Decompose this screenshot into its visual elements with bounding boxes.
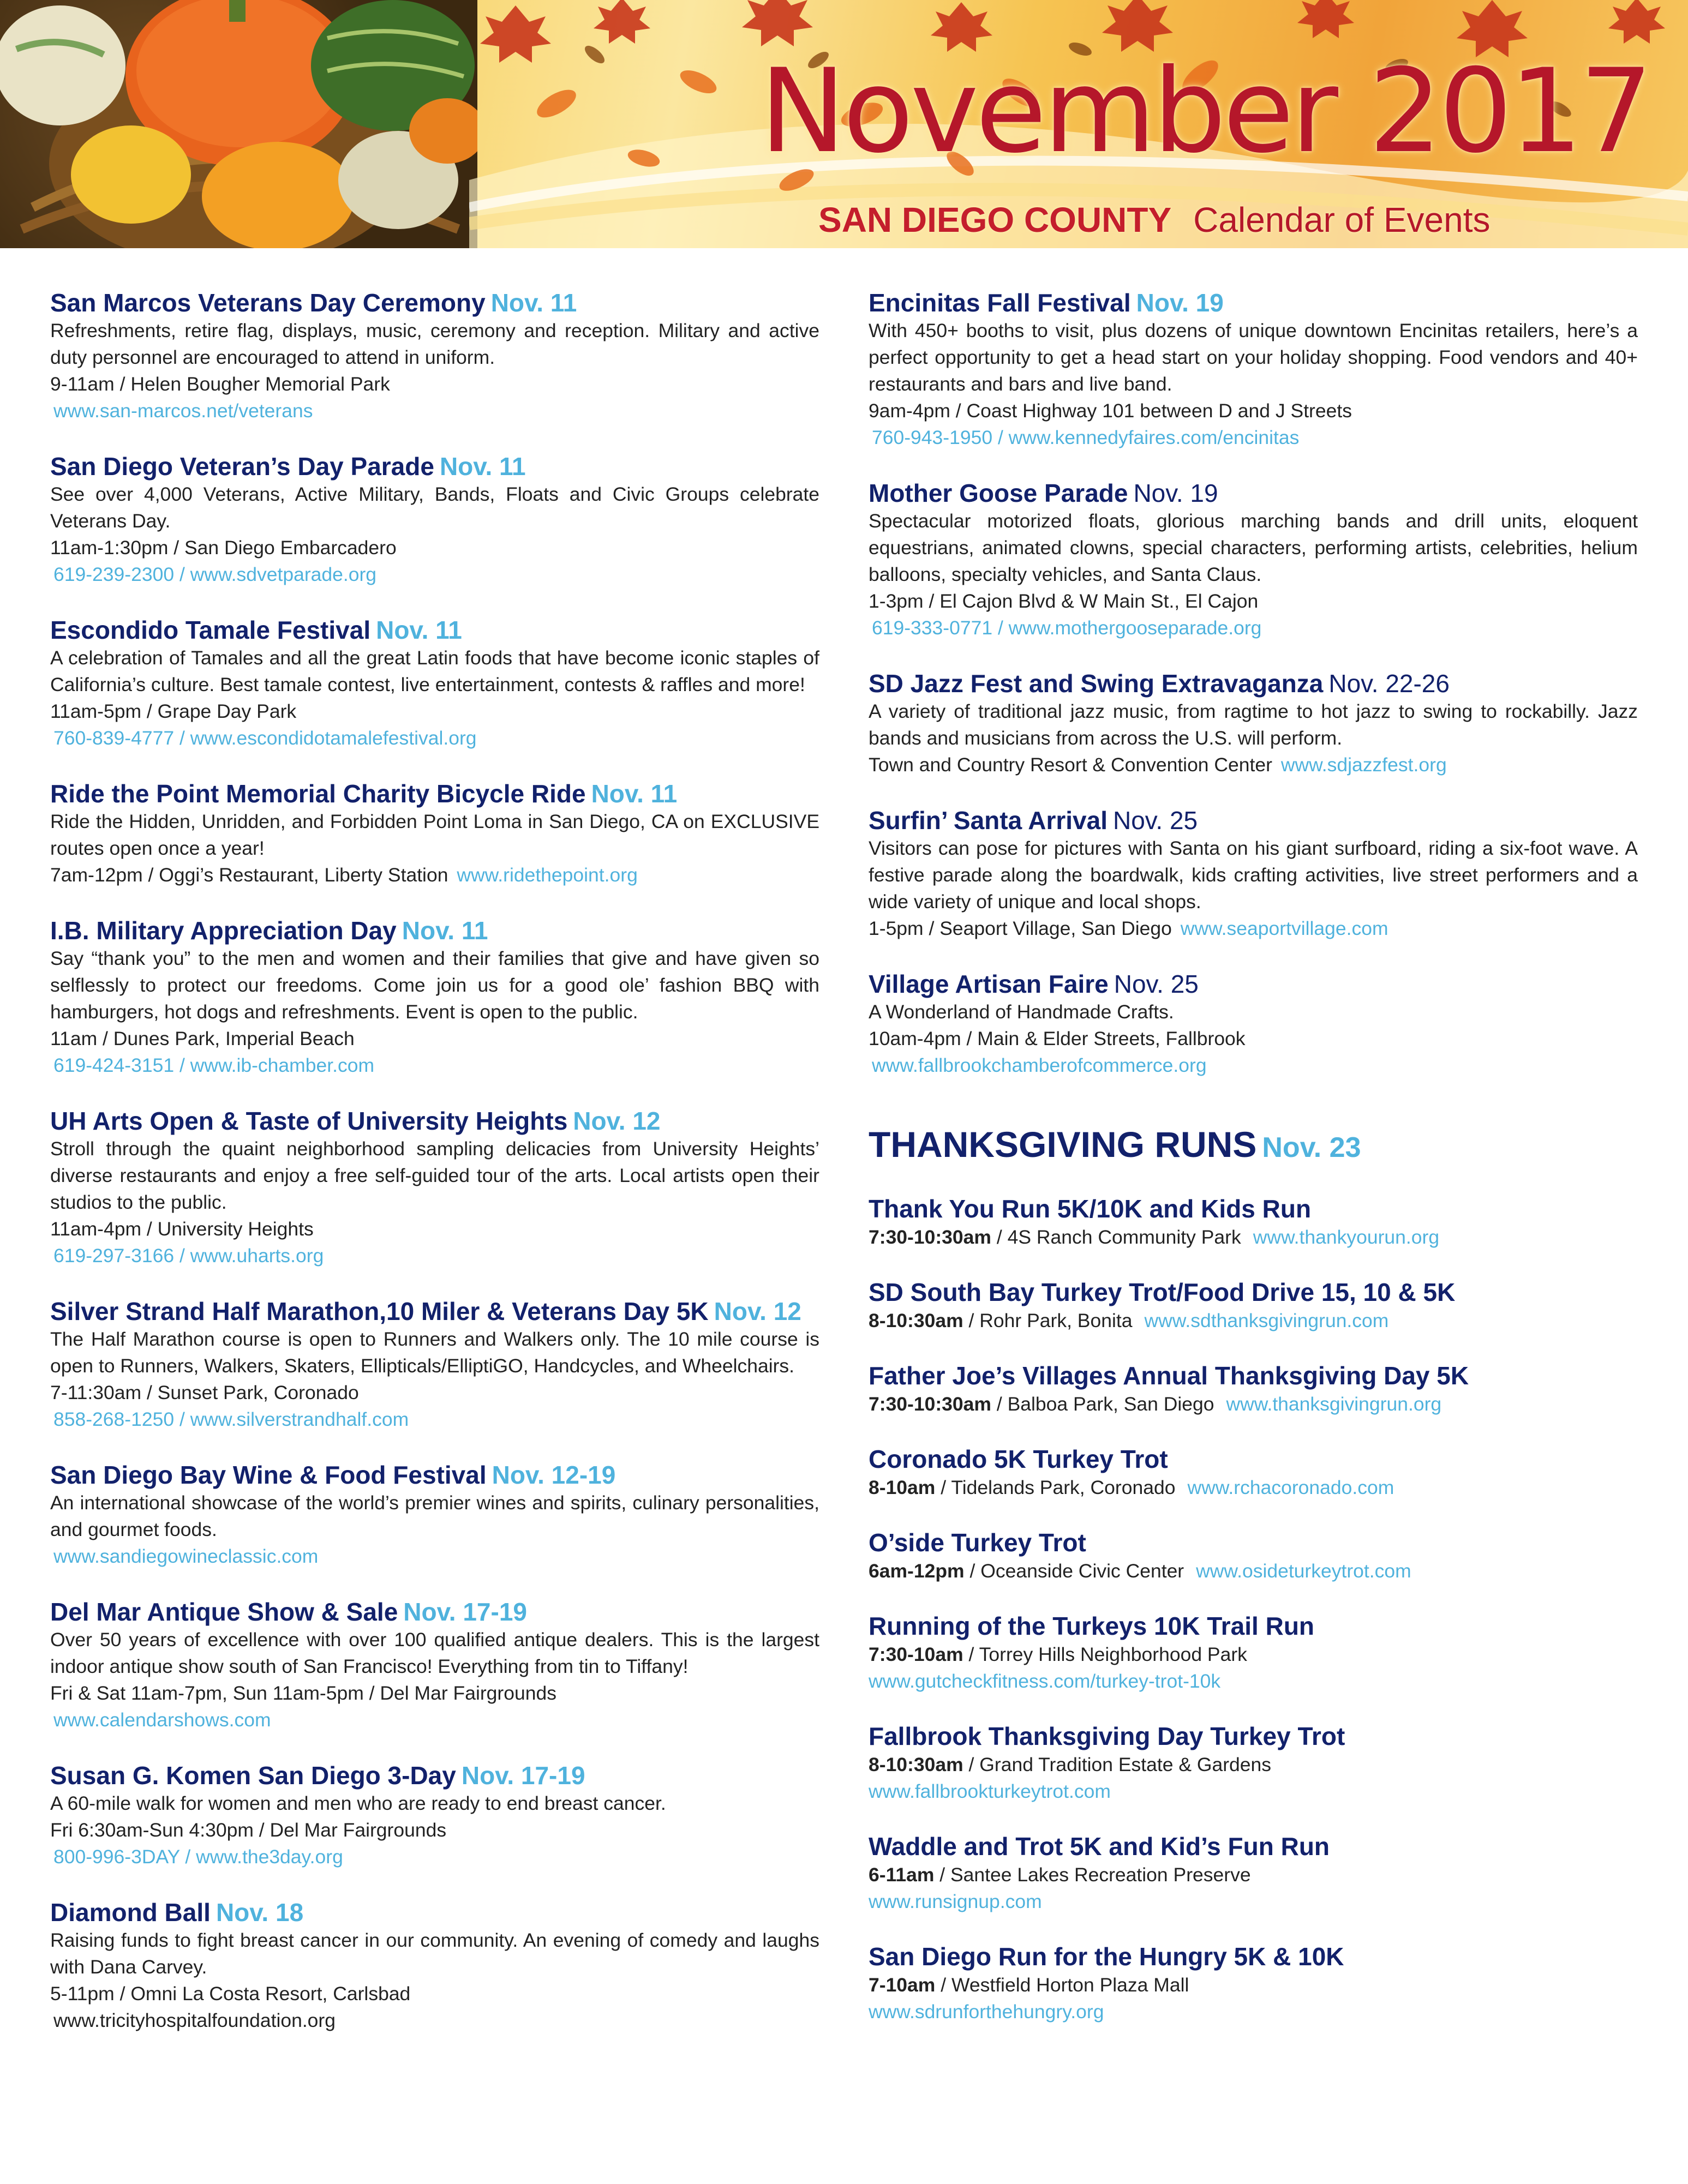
run-item <box>869 1444 1638 1501</box>
run-item <box>869 1193 1638 1251</box>
event-details: 10am-4pm / Main & Elder Streets, Fallbrook <box>869 1028 1246 1049</box>
event-title: Susan G. Komen San Diego 3-Day <box>50 1761 456 1790</box>
event-date: Nov. 22-26 <box>1328 669 1450 698</box>
run-link[interactable]: www.sdrunforthehungry.org <box>869 2001 1104 2023</box>
event-date: Nov. 12-19 <box>492 1461 616 1489</box>
run-item <box>869 1527 1638 1585</box>
run-item <box>869 1831 1638 1915</box>
event-link[interactable]: 760-839-4777 / www.escondidotamalefestival.org <box>53 727 477 749</box>
run-item <box>869 1721 1638 1805</box>
run-time: 8-10am <box>869 1477 936 1498</box>
run-item <box>869 1941 1638 2025</box>
event-item <box>869 288 1638 451</box>
run-place: / Torrey Hills Neighborhood Park <box>968 1643 1247 1665</box>
event-date: Nov. 11 <box>439 452 526 481</box>
event-title: San Marcos Veterans Day Ceremony <box>50 289 486 317</box>
event-link[interactable]: www.ridethepoint.org <box>457 864 638 886</box>
event-date: Nov. 17-19 <box>461 1761 585 1790</box>
run-title: San Diego Run for the Hungry 5K & 10K <box>869 1942 1344 1971</box>
event-title-line <box>869 669 1638 698</box>
event-description: Ride the Hidden, Unridden, and Forbidden Point Loma in San Diego, CA on EXCLUSIVE routes open once a year! <box>50 811 819 859</box>
event-title-line <box>869 288 1638 317</box>
event-description: See over 4,000 Veterans, Active Military, Bands, Floats and Civic Groups celebrate Veterans Day. <box>50 483 819 532</box>
run-time: 7:30-10:30am <box>869 1393 991 1415</box>
event-title-line <box>50 1460 819 1490</box>
run-place: / Santee Lakes Recreation Preserve <box>939 1864 1251 1886</box>
event-title: San Diego Bay Wine & Food Festival <box>50 1461 487 1489</box>
event-date: Nov. 11 <box>591 779 678 808</box>
run-item <box>869 1277 1638 1334</box>
event-description: A Wonderland of Handmade Crafts. <box>869 1001 1174 1023</box>
event-item <box>50 288 819 424</box>
run-item <box>869 1611 1638 1695</box>
event-details: Fri & Sat 11am-7pm, Sun 11am-5pm / Del Mar Fairgrounds <box>50 1682 556 1704</box>
event-details: 1-3pm / El Cajon Blvd & W Main St., El Cajon <box>869 590 1259 612</box>
left-column <box>50 288 819 2061</box>
event-link[interactable]: 619-333-0771 / www.mothergooseparade.org <box>872 617 1262 639</box>
run-place: / Grand Tradition Estate & Gardens <box>968 1754 1272 1775</box>
run-title: Fallbrook Thanksgiving Day Turkey Trot <box>869 1722 1345 1750</box>
run-title: SD South Bay Turkey Trot/Food Drive 15, 10 & 5K <box>869 1278 1456 1306</box>
event-description: Say “thank you” to the men and women and their families that give and have given so selflessly to protect our freedoms. Come join us for a good ole’ fashion BBQ with hamburgers, hot dogs and refreshments. Event is open to the public. <box>50 947 819 1023</box>
event-link[interactable]: www.sdjazzfest.org <box>1280 754 1447 776</box>
event-details: 1-5pm / Seaport Village, San Diego <box>869 917 1172 939</box>
month-title: November 2017 <box>759 44 1650 178</box>
event-title-line <box>50 452 819 481</box>
event-title: Silver Strand Half Marathon,10 Miler & Veterans Day 5K <box>50 1297 709 1325</box>
run-place: / Oceanside Civic Center <box>969 1560 1184 1582</box>
run-link[interactable]: www.fallbrookturkeytrot.com <box>869 1780 1111 1802</box>
run-title: Coronado 5K Turkey Trot <box>869 1445 1168 1473</box>
event-link[interactable]: 619-239-2300 / www.sdvetparade.org <box>53 563 377 585</box>
event-date: Nov. 11 <box>376 616 462 644</box>
thanksgiving-heading <box>869 1123 1638 1169</box>
run-time: 8-10:30am <box>869 1310 963 1331</box>
run-link[interactable]: www.gutcheckfitness.com/turkey-trot-10k <box>869 1670 1221 1692</box>
header-banner <box>0 0 1688 248</box>
run-title: Thank You Run 5K/10K and Kids Run <box>869 1195 1312 1223</box>
event-description: A 60-mile walk for women and men who are ready to end breast cancer. <box>50 1792 666 1814</box>
event-date: Nov. 25 <box>1114 970 1199 998</box>
event-title-line <box>50 1297 819 1326</box>
event-item <box>50 779 819 889</box>
event-title: Mother Goose Parade <box>869 479 1128 507</box>
run-title: Running of the Turkeys 10K Trail Run <box>869 1612 1315 1640</box>
event-title-line <box>50 916 819 945</box>
event-title: Surfin’ Santa Arrival <box>869 806 1108 835</box>
run-link[interactable]: www.osideturkeytrot.com <box>1196 1560 1411 1582</box>
event-title: Escondido Tamale Festival <box>50 616 371 644</box>
event-description: Over 50 years of excellence with over 100 qualified antique dealers. This is the largest indoor antique show south of San Francisco! Everything from tin to Tiffany! <box>50 1629 819 1677</box>
run-time: 6am-12pm <box>869 1560 965 1582</box>
event-title-line <box>869 478 1638 508</box>
event-description: A celebration of Tamales and all the great Latin foods that have become iconic staples of California’s culture. Best tamale contest, live entertainment, contests & raffles and more! <box>50 647 819 695</box>
event-link[interactable]: www.calendarshows.com <box>53 1709 271 1731</box>
event-title: UH Arts Open & Taste of University Heights <box>50 1107 568 1135</box>
event-item <box>50 1761 819 1870</box>
event-link[interactable]: 858-268-1250 / www.silverstrandhalf.com <box>53 1408 409 1430</box>
event-title: I.B. Military Appreciation Day <box>50 916 397 945</box>
run-time: 7:30-10am <box>869 1643 963 1665</box>
event-date: Nov. 19 <box>1136 289 1224 317</box>
event-details: Town and Country Resort & Convention Center <box>869 754 1272 776</box>
event-details: 7-11:30am / Sunset Park, Coronado <box>50 1382 359 1403</box>
event-details: 11am-1:30pm / San Diego Embarcadero <box>50 537 397 559</box>
event-date: Nov. 12 <box>573 1107 661 1135</box>
event-item <box>869 478 1638 641</box>
event-title-line <box>50 288 819 317</box>
event-link[interactable]: www.seaportvillage.com <box>1180 917 1388 939</box>
event-description: Spectacular motorized floats, glorious marching bands and drill units, eloquent equestrians, animated clowns, special characters, performing artists, celebrities, helium balloons, specialty vehicles, and Santa Claus. <box>869 510 1638 585</box>
run-place: / 4S Ranch Community Park <box>996 1226 1241 1248</box>
event-date: Nov. 19 <box>1133 479 1218 507</box>
run-link[interactable]: www.thankyourun.org <box>1253 1226 1440 1248</box>
run-title: Waddle and Trot 5K and Kid’s Fun Run <box>869 1832 1330 1861</box>
run-title: Father Joe’s Villages Annual Thanksgiving Day 5K <box>869 1361 1469 1390</box>
run-place: / Tidelands Park, Coronado <box>941 1477 1176 1498</box>
event-item <box>869 669 1638 778</box>
event-description: Visitors can pose for pictures with Santa on his giant surfboard, riding a six-foot wave. A festive parade along the boardwalk, kids crafting activities, live street performers and a wide variety of unique and local shops. <box>869 837 1638 913</box>
run-time: 7:30-10:30am <box>869 1226 991 1248</box>
run-time: 8-10:30am <box>869 1754 963 1775</box>
section-date: Nov. 23 <box>1262 1132 1361 1163</box>
event-description: Raising funds to fight breast cancer in our community. An evening of comedy and laughs with Dana Carvey. <box>50 1929 819 1978</box>
event-item <box>50 1460 819 1570</box>
event-details: 11am-4pm / University Heights <box>50 1218 314 1240</box>
event-description: With 450+ booths to visit, plus dozens of unique downtown Encinitas retailers, here’s a perfect opportunity to get a head start on your holiday shopping. Food vendors and 40+ restaurants and bars and live band. <box>869 320 1638 395</box>
event-details: 7am-12pm / Oggi’s Restaurant, Liberty Station <box>50 864 448 886</box>
run-place: / Rohr Park, Bonita <box>968 1310 1133 1331</box>
county-name: SAN DIEGO COUNTY <box>818 200 1172 239</box>
event-description: A variety of traditional jazz music, from ragtime to hot jazz to swing to rockabilly. Jazz bands and musicians from across the U.S. will perform. <box>869 700 1638 749</box>
event-title: Village Artisan Faire <box>869 970 1109 998</box>
event-item <box>50 1597 819 1733</box>
event-date: Nov. 11 <box>490 289 577 317</box>
pumpkin-basket-photo <box>0 0 477 248</box>
event-details: 11am-5pm / Grape Day Park <box>50 700 297 722</box>
event-item <box>50 615 819 752</box>
run-place: / Westfield Horton Plaza Mall <box>941 1974 1189 1996</box>
header-subtitle <box>818 200 1490 240</box>
run-link[interactable]: www.thanksgivingrun.org <box>1226 1393 1442 1415</box>
run-link[interactable]: www.sdthanksgivingrun.com <box>1144 1310 1389 1331</box>
run-link[interactable]: www.rchacoronado.com <box>1187 1477 1394 1498</box>
event-title: Ride the Point Memorial Charity Bicycle Ride <box>50 779 586 808</box>
run-time: 7-10am <box>869 1974 936 1996</box>
run-link[interactable]: www.runsignup.com <box>869 1891 1042 1912</box>
event-title-line <box>50 1898 819 1927</box>
event-date: Nov. 18 <box>216 1898 304 1927</box>
event-title-line <box>50 1597 819 1627</box>
event-link[interactable]: 760-943-1950 / www.kennedyfaires.com/encinitas <box>872 427 1300 448</box>
event-link[interactable]: www.fallbrookchamberofcommerce.org <box>872 1054 1207 1076</box>
event-title: Del Mar Antique Show & Sale <box>50 1598 398 1626</box>
event-details: 9am-4pm / Coast Highway 101 between D and J Streets <box>869 400 1352 422</box>
event-title: San Diego Veteran’s Day Parade <box>50 452 434 481</box>
event-details: Fri 6:30am-Sun 4:30pm / Del Mar Fairgrounds <box>50 1819 447 1841</box>
event-description: An international showcase of the world’s premier wines and spirits, culinary personalities, and gourmet foods. <box>50 1492 819 1540</box>
run-item <box>869 1360 1638 1418</box>
event-date: Nov. 17-19 <box>403 1598 527 1626</box>
calendar-label: Calendar of Events <box>1193 200 1491 239</box>
event-item <box>50 916 819 1079</box>
event-description: Refreshments, retire flag, displays, music, ceremony and reception. Military and active duty personnel are encouraged to attend in uniform. <box>50 320 819 368</box>
event-item <box>50 1297 819 1433</box>
section-title: THANKSGIVING RUNS <box>869 1124 1257 1165</box>
event-date: Nov. 25 <box>1113 806 1198 835</box>
event-item <box>50 452 819 588</box>
run-place: / Balboa Park, San Diego <box>996 1393 1214 1415</box>
event-title-line <box>869 969 1638 999</box>
event-details: 9-11am / Helen Bougher Memorial Park <box>50 373 390 395</box>
event-item <box>869 806 1638 942</box>
right-column <box>869 288 1638 2051</box>
event-link[interactable]: www.tricityhospitalfoundation.org <box>53 2009 336 2031</box>
event-title: SD Jazz Fest and Swing Extravaganza <box>869 669 1324 698</box>
event-link[interactable]: 800-996-3DAY / www.the3day.org <box>53 1846 343 1868</box>
run-title: O’side Turkey Trot <box>869 1528 1086 1557</box>
event-item <box>869 969 1638 1079</box>
event-description: The Half Marathon course is open to Runners and Walkers only. The 10 mile course is open to Runners, Walkers, Skaters, Ellipticals/ElliptiGO, Handcycles, and Wheelchairs. <box>50 1328 819 1377</box>
event-description: Stroll through the quaint neighborhood sampling delicacies from University Heights’ diverse restaurants and enjoy a free self-guided tour of the arts. Local artists open their studios to the public. <box>50 1138 819 1213</box>
event-date: Nov. 12 <box>714 1297 801 1325</box>
event-link[interactable]: www.san-marcos.net/veterans <box>53 400 313 422</box>
event-title-line <box>50 1761 819 1790</box>
event-title: Encinitas Fall Festival <box>869 289 1131 317</box>
event-title-line <box>50 1106 819 1136</box>
event-item <box>50 1898 819 2034</box>
event-title-line <box>50 779 819 808</box>
run-time: 6-11am <box>869 1864 935 1886</box>
event-title-line <box>869 806 1638 835</box>
event-title: Diamond Ball <box>50 1898 211 1927</box>
event-link[interactable]: 619-297-3166 / www.uharts.org <box>53 1245 324 1267</box>
event-date: Nov. 11 <box>402 916 488 945</box>
event-title-line <box>50 615 819 645</box>
event-details: 11am / Dunes Park, Imperial Beach <box>50 1028 355 1049</box>
event-link[interactable]: 619-424-3151 / www.ib-chamber.com <box>53 1054 375 1076</box>
event-link[interactable]: www.sandiegowineclassic.com <box>53 1545 319 1567</box>
event-details: 5-11pm / Omni La Costa Resort, Carlsbad <box>50 1983 411 2005</box>
event-item <box>50 1106 819 1269</box>
